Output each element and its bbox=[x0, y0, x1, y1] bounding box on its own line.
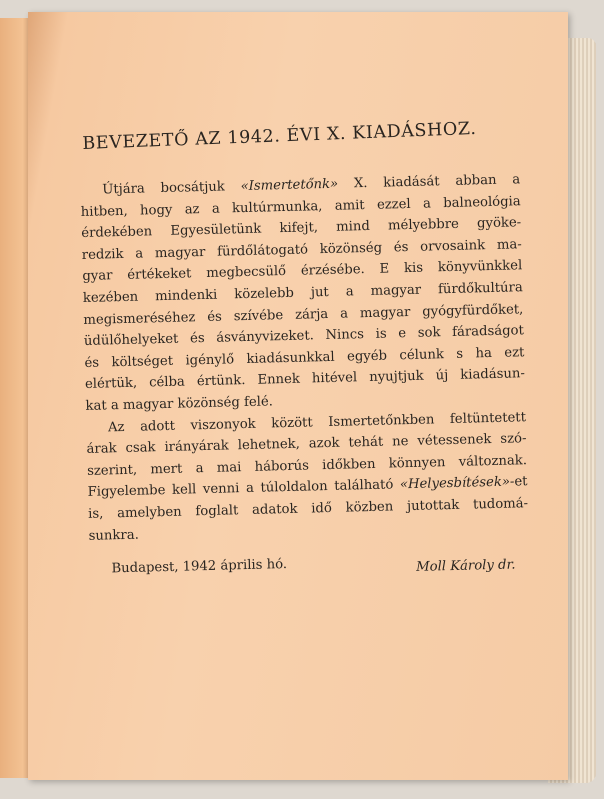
page-text bbox=[28, 12, 568, 780]
text-line: Az adott viszonyok között Ismertetőnkben feltüntetett bbox=[107, 409, 527, 435]
signature-row bbox=[89, 548, 529, 581]
paragraph-2 bbox=[86, 407, 529, 547]
text-line: kezében mindenki közelebb jut a magyar fürdőkultúra bbox=[82, 280, 523, 306]
text-line: kat a magyar közönség felé. bbox=[85, 394, 274, 414]
text-line: Figyelembe kell venni a túloldalon található «Helyesbítések»-et bbox=[87, 474, 528, 501]
text-line: hitben, hogy az a kultúrmunka, amit ezzel a balneológia bbox=[80, 193, 521, 220]
text-line: Útjára bocsátjuk «Ismertetőnk» X. kiadását abban a bbox=[102, 172, 521, 198]
place-date: Budapest, 1942 április hó. bbox=[111, 557, 288, 577]
paragraph-1 bbox=[80, 169, 526, 417]
text-line: is, amelyben foglalt adatok idő közben jutottak tudomá- bbox=[87, 496, 529, 522]
text-line: sunkra. bbox=[88, 527, 139, 544]
text-line: gyar értékeket megbecsülő érzésébe. E kis könyvünkkel bbox=[82, 258, 523, 285]
text-line: elértük, célba értünk. Ennek hitével nyujtjuk új kiadásun- bbox=[84, 366, 526, 393]
text-line: szerint, mert a mai háborús időkben könnyen változnak. bbox=[86, 452, 528, 479]
book-page bbox=[28, 12, 568, 780]
page-body bbox=[80, 169, 530, 581]
text-line: árak csak irányárak lehetnek, azok tehát ne vétessenek szó- bbox=[86, 431, 527, 458]
page-heading: BEVEZETŐ AZ 1942. ÉVI X. KIADÁSHOZ. bbox=[82, 118, 477, 154]
text-line: és költséget igénylő kiadásunkkal egyéb célunk s ha ezt bbox=[84, 344, 525, 371]
text-line: redzik a magyar fürdőlátogató közönség és orvosaink ma- bbox=[81, 237, 522, 263]
author-signature: Moll Károly dr. bbox=[416, 557, 516, 575]
text-line: üdülőhelyeket és ásványvizeket. Nincs is e sok fáradságot bbox=[83, 323, 525, 350]
text-line: érdekében Egyesületünk kifejt, mind mélyebbre gyöke- bbox=[81, 215, 522, 242]
text-line: megismeréséhez és szívébe zárja a magyar gyógyfürdőket, bbox=[83, 301, 524, 328]
